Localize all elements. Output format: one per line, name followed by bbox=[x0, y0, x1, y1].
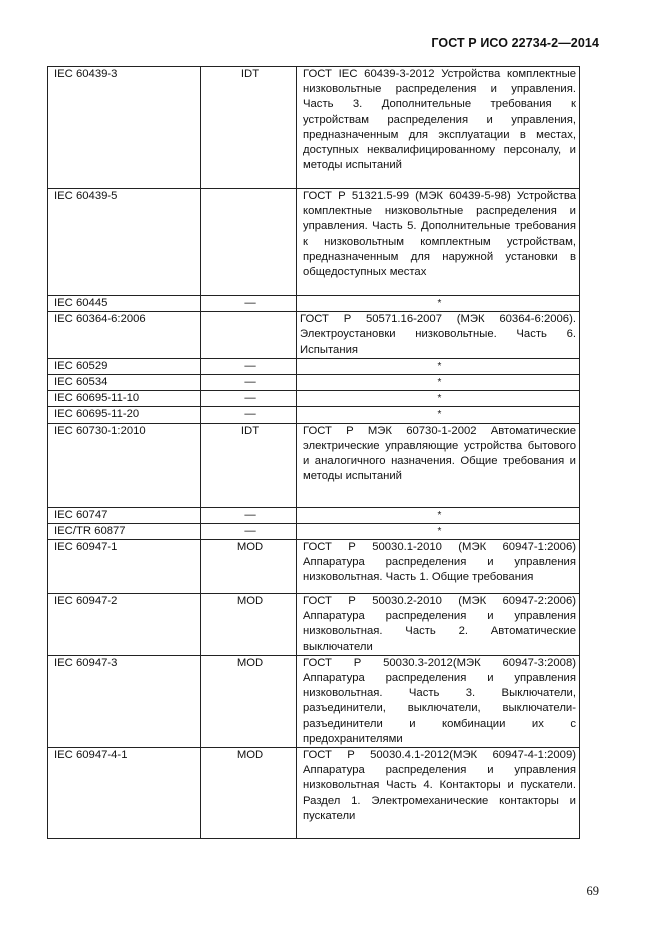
table-row bbox=[48, 189, 580, 296]
table-row bbox=[48, 358, 580, 374]
national-standard-cell: * bbox=[297, 507, 580, 523]
conformity-degree-cell: — bbox=[201, 523, 297, 539]
table-row bbox=[48, 391, 580, 407]
international-standard-cell: IEC 60947-4-1 bbox=[48, 748, 201, 839]
table-row bbox=[48, 296, 580, 312]
conformity-degree-cell: — bbox=[201, 407, 297, 423]
national-standard-cell: ГОСТ IEC 60439-3-2012 Устройства комплектные низковольтные распределения и управления. Часть 3. Дополнительные требования к устройствам распределения и управления, предназначенным для эксплуатации в местах, доступных неквалифицированному персоналу, и методы испытаний bbox=[297, 67, 580, 189]
table-row bbox=[48, 67, 580, 189]
international-standard-cell: IEC 60445 bbox=[48, 296, 201, 312]
document-header: ГОСТ Р ИСО 22734-2—2014 bbox=[431, 36, 599, 50]
international-standard-cell: IEC 60730-1:2010 bbox=[48, 423, 201, 507]
international-standard-cell: IEC 60947-1 bbox=[48, 540, 201, 594]
table-row bbox=[48, 594, 580, 656]
conformity-degree-cell: MOD bbox=[201, 594, 297, 656]
national-standard-cell: * bbox=[297, 296, 580, 312]
international-standard-cell: IEC 60695-11-10 bbox=[48, 391, 201, 407]
national-standard-cell: ГОСТ Р 50030.1-2010 (МЭК 60947-1:2006) Аппаратура распределения и управления низковольтная. Часть 1. Общие требования bbox=[297, 540, 580, 594]
international-standard-cell: IEC 60695-11-20 bbox=[48, 407, 201, 423]
conformity-degree-cell: IDT bbox=[201, 423, 297, 507]
table-row bbox=[48, 423, 580, 507]
national-standard-cell: * bbox=[297, 407, 580, 423]
national-standard-cell: * bbox=[297, 523, 580, 539]
conformity-degree-cell: MOD bbox=[201, 655, 297, 747]
international-standard-cell: IEC 60439-3 bbox=[48, 67, 201, 189]
national-standard-cell: * bbox=[297, 391, 580, 407]
conformity-degree-cell: — bbox=[201, 507, 297, 523]
standards-reference-table bbox=[47, 66, 580, 839]
conformity-degree-cell: — bbox=[201, 358, 297, 374]
international-standard-cell: IEC 60747 bbox=[48, 507, 201, 523]
conformity-degree-cell bbox=[201, 312, 297, 359]
conformity-degree-cell: MOD bbox=[201, 748, 297, 839]
international-standard-cell: IEC 60529 bbox=[48, 358, 201, 374]
conformity-degree-cell: IDT bbox=[201, 67, 297, 189]
international-standard-cell: IEC 60947-3 bbox=[48, 655, 201, 747]
national-standard-cell: * bbox=[297, 358, 580, 374]
conformity-degree-cell: MOD bbox=[201, 540, 297, 594]
table-row bbox=[48, 540, 580, 594]
table-row bbox=[48, 655, 580, 747]
table-row bbox=[48, 407, 580, 423]
national-standard-cell: ГОСТ Р МЭК 60730-1-2002 Автоматические электрические управляющие устройства бытового и аналогичного назначения. Общие требования и методы испытаний bbox=[297, 423, 580, 507]
conformity-degree-cell: — bbox=[201, 375, 297, 391]
national-standard-cell: ГОСТ Р 50030.3-2012(МЭК 60947-3:2008) Аппаратура распределения и управления низковольтная. Часть 3. Выключатели, разъединители, выключатели, выключатели-разъединители и комбинации их с предохранителями bbox=[297, 655, 580, 747]
national-standard-cell: ГОСТ Р 50030.2-2010 (МЭК 60947-2:2006) Аппаратура распределения и управления низковольтная. Часть 2. Автоматические выключатели bbox=[297, 594, 580, 656]
international-standard-cell: IEC 60947-2 bbox=[48, 594, 201, 656]
national-standard-cell: * bbox=[297, 375, 580, 391]
table-row bbox=[48, 507, 580, 523]
conformity-degree-cell: — bbox=[201, 391, 297, 407]
page-number: 69 bbox=[586, 884, 599, 898]
table-row bbox=[48, 748, 580, 839]
table-row bbox=[48, 312, 580, 359]
table-row bbox=[48, 523, 580, 539]
national-standard-cell: ГОСТ Р 50030.4.1-2012(МЭК 60947-4-1:2009) Аппаратура распределения и управления низковольтная Часть 4. Контакторы и пускатели. Раздел 1. Электромеханические контакторы и пускатели bbox=[297, 748, 580, 839]
international-standard-cell: IEC/TR 60877 bbox=[48, 523, 201, 539]
national-standard-cell: ГОСТ Р 50571.16-2007 (МЭК 60364-6:2006). Электроустановки низковольтные. Часть 6. Испытания bbox=[297, 312, 580, 359]
national-standard-cell: ГОСТ Р 51321.5-99 (МЭК 60439-5-98) Устройства комплектные низковольтные распределения и управления. Часть 5. Дополнительные требования к низковольтным комплектным устройствам, предназначенным для наружной установки в общедоступных местах bbox=[297, 189, 580, 296]
international-standard-cell: IEC 60439-5 bbox=[48, 189, 201, 296]
international-standard-cell: IEC 60364-6:2006 bbox=[48, 312, 201, 359]
international-standard-cell: IEC 60534 bbox=[48, 375, 201, 391]
table-row bbox=[48, 375, 580, 391]
conformity-degree-cell: — bbox=[201, 296, 297, 312]
conformity-degree-cell bbox=[201, 189, 297, 296]
